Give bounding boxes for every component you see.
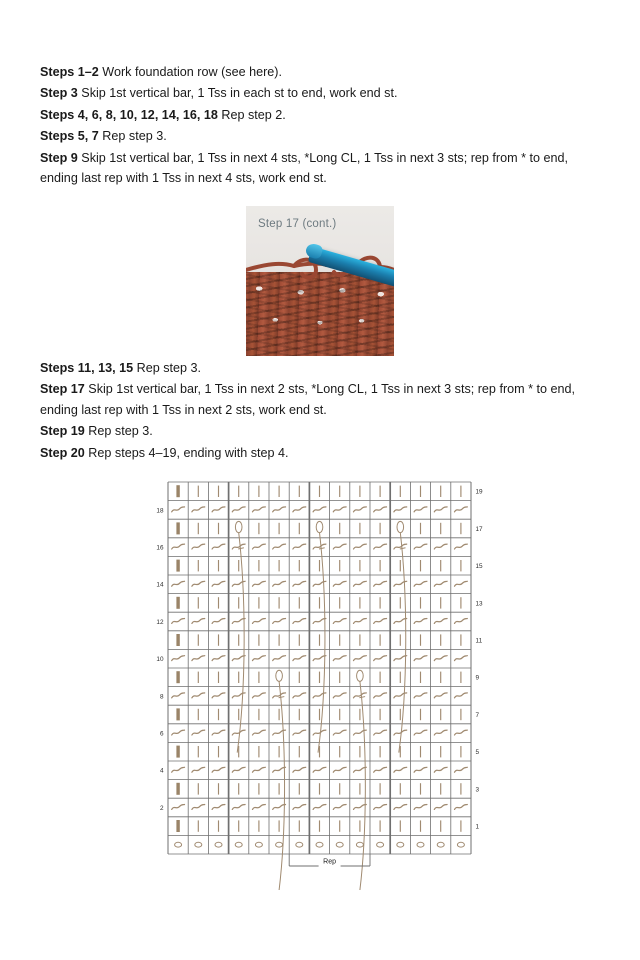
stitch-chart [150, 478, 495, 890]
stitch-chart-svg [150, 478, 495, 890]
step-text: Rep step 2. [217, 107, 286, 122]
end-stitch-symbol [176, 634, 179, 646]
row-number-right: 3 [475, 786, 480, 794]
end-stitch-symbol [176, 560, 179, 572]
row-number-left: 16 [156, 544, 164, 552]
instruction-line [40, 148, 602, 189]
step-label: Steps 1–2 [40, 65, 99, 79]
end-stitch-symbol [176, 597, 179, 609]
end-stitch-symbol [176, 820, 179, 832]
step-text: Work foundation row (see here). [98, 65, 282, 79]
row-number-right: 17 [475, 525, 483, 533]
end-stitch-symbol [176, 746, 179, 758]
row-number-left: 8 [159, 693, 164, 701]
step-label: Step 9 [40, 150, 78, 165]
instructions-bottom [40, 358, 602, 464]
step-text: Rep steps 4–19, ending with step 4. [84, 445, 289, 460]
row-number-left: 10 [156, 656, 164, 664]
instruction-line [40, 379, 602, 420]
end-stitch-symbol [176, 671, 179, 683]
row-number-right: 5 [475, 749, 480, 757]
row-number-right: 9 [475, 674, 480, 682]
row-number-right: 15 [475, 563, 483, 571]
end-stitch-symbol [176, 485, 179, 497]
step-label: Steps 4, 6, 8, 10, 12, 14, 16, 18 [40, 107, 218, 122]
step-text: Skip 1st vertical bar, 1 Tss in next 4 sts, *Long CL, 1 Tss in next 3 sts; rep from * to end, ending last rep with 1 Tss in next 4 sts, work end st. [40, 150, 569, 185]
tutorial-photo [246, 206, 394, 356]
rep-label: Rep [323, 858, 337, 866]
instruction-line [40, 358, 602, 378]
row-number-left: 6 [159, 730, 164, 738]
step-label: Steps 11, 13, 15 [40, 361, 134, 375]
row-number-left: 12 [156, 618, 164, 626]
row-number-left: 4 [159, 767, 164, 775]
instruction-line [40, 421, 602, 441]
instruction-line [40, 83, 602, 103]
step-text: Skip 1st vertical bar, 1 Tss in each st to end, work end st. [77, 86, 398, 101]
step-text: Rep step 3. [133, 361, 202, 375]
end-stitch-symbol [176, 522, 179, 534]
step-label: Step 19 [40, 424, 85, 439]
instructions-top [40, 62, 602, 189]
photo-caption: Step 17 (cont.) [258, 218, 337, 230]
step-label: Step 20 [40, 445, 85, 460]
end-stitch-symbol [176, 783, 179, 795]
step-text: Rep step 3. [98, 129, 167, 144]
row-number-left: 2 [159, 804, 164, 812]
row-number-right: 19 [475, 488, 483, 496]
end-stitch-symbol [176, 708, 179, 720]
step-label: Steps 5, 7 [40, 129, 99, 144]
instruction-line [40, 126, 602, 146]
row-number-right: 1 [475, 823, 480, 831]
step-text: Rep step 3. [84, 424, 153, 439]
row-number-right: 13 [475, 600, 483, 608]
row-number-left: 18 [156, 507, 164, 515]
row-number-right: 7 [475, 711, 480, 719]
row-number-right: 11 [475, 637, 483, 645]
instruction-line [40, 62, 602, 82]
step-text: Skip 1st vertical bar, 1 Tss in next 2 sts, *Long CL, 1 Tss in next 3 sts; rep from * to end, ending last rep with 1 Tss in next 2 sts, work end st. [40, 382, 576, 417]
instruction-line [40, 105, 602, 125]
row-number-left: 14 [156, 581, 164, 589]
step-label: Step 3 [40, 86, 78, 101]
step-label: Step 17 [40, 382, 85, 397]
instruction-line [40, 443, 602, 463]
